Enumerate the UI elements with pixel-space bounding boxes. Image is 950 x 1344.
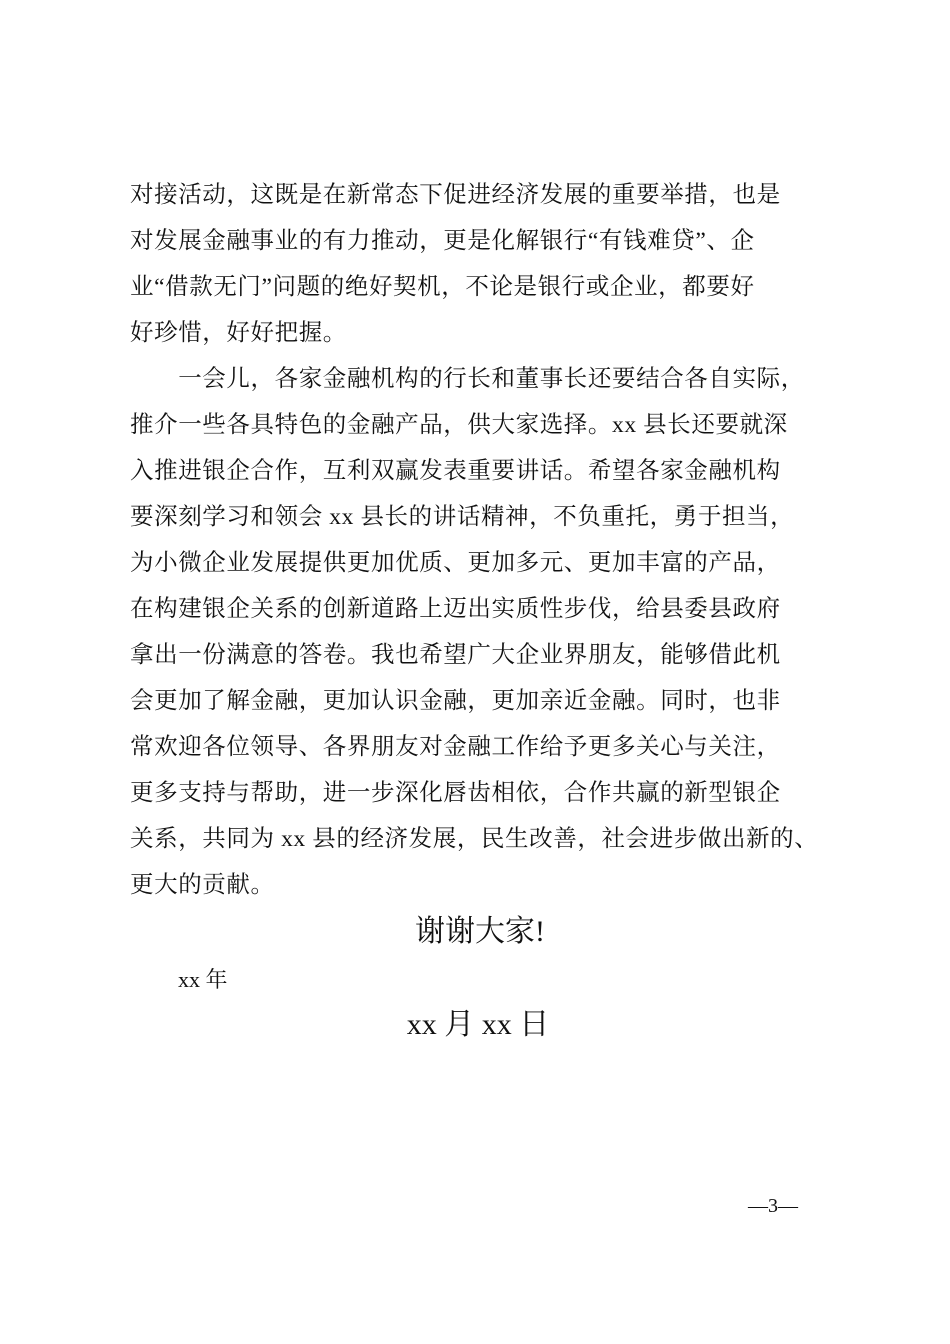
page-number: —3—: [748, 1195, 798, 1217]
body-line: 关系，共同为 xx 县的经济发展，民生改善，社会进步做出新的、: [130, 826, 819, 852]
body-line: 要深刻学习和领会 xx 县长的讲话精神，不负重托，勇于担当，: [130, 504, 795, 530]
closing-thanks: 谢谢大家!: [415, 915, 545, 948]
body-line: 入推进银企合作，互利双赢发表重要讲话。希望各家金融机构: [130, 458, 781, 484]
body-line: 推介一些各具特色的金融产品，供大家选择。xx 县长还要就深: [130, 412, 788, 438]
signature-date: xx 月 xx 日: [406, 1008, 550, 1041]
signature-year: xx 年: [178, 967, 228, 992]
body-line: 拿出一份满意的答卷。我也希望广大企业界朋友，能够借此机: [130, 642, 781, 668]
body-line: 好珍惜，好好把握。: [130, 320, 347, 346]
body-line: 更多支持与帮助，进一步深化唇齿相依，合作共赢的新型银企: [130, 780, 781, 806]
body-line: 会更加了解金融，更加认识金融，更加亲近金融。同时，也非: [130, 688, 781, 714]
body-line: 对发展金融事业的有力推动，更是化解银行“有钱难贷”、企: [130, 228, 755, 254]
body-line: 对接活动，这既是在新常态下促进经济发展的重要举措，也是: [130, 182, 781, 208]
body-line: 常欢迎各位领导、各界朋友对金融工作给予更多关心与关注，: [130, 734, 781, 760]
body-line: 为小微企业发展提供更加优质、更加多元、更加丰富的产品，: [130, 550, 781, 576]
body-line: 一会儿，各家金融机构的行长和董事长还要结合各自实际，: [130, 366, 805, 392]
body-line: 更大的贡献。: [130, 872, 275, 898]
speech-body: [130, 172, 850, 908]
body-line: 在构建银企关系的创新道路上迈出实质性步伐，给县委县政府: [130, 596, 781, 622]
body-line: 业“借款无门”问题的绝好契机，不论是银行或企业，都要好: [130, 274, 755, 300]
